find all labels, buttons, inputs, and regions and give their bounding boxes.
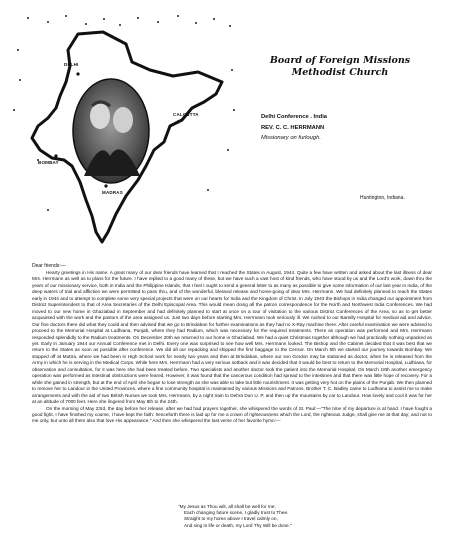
letterhead xyxy=(250,55,430,79)
body-paragraph: Hearty greetings in His name. A great many of our dear friends have learned that I reached the States in August, 1944. Quite a few have written and asked about the last illness of dear Mrs. Herrmann as well as to plans for the future. I have replied to a good many of these, but we have such a vast host of kind friends, who have stood by us and the Lord's work, down thru the years of our missionary service, both in India and the Philippine Islands, that I feel I ought to send a general letter to as many as possible to give some information of our last year in India, of the deep waters of trial and affliction we were permitted to pass thru, and of the wonderful, blessed release and home-going of dear Mrs. Herrmann. We had definitely planned to reach the States early in 1944 and to attempt to complete some very special projects that were on our hearts for India and the Kingdom of Christ. In July 1943 the Bishops in India changed our appointment from District Superintendent to that of Area Secretaries of the Delhi Episcopal Area. This would mean doing all the patron correspondence for the North and Northwest India Conferences. We had moved to our new home in Ghaziabad in September and had definitely planned to start at once on a tour of visitation to the various District Conferences of the Area, so as to get better acquainted with the work and the pastors of the area assigned us. Just two days before starting Mrs. Herrmann took seriously ill. We rushed to our Bareilly Hospital for medical aid and advice. Our fine doctors there did what they could and then advised that we go to Brindaban for further examinations as they had no X-Ray machine there. After careful examination we were advised to proceed to the Memorial Hospital at Ludhiana, Punjab, where they had Radium, which was necessary for the required treatments. There an operation was performed and Mrs. Herrmann responded splendidly to the Radium treatments. On December 20th we returned to our home in Ghaziabad. We had a quiet Christmas together although we had practically nothing unpacked as yet. Early in January 1944 our Annual Conference met in Delhi. Every one was surprised to see how well Mrs. Herrmann looked. The Bishop and the Cabinet decided that it was best that we return to the States as soon as possible after conference. We did all our repacking and shipped the first baggage to the Censor. On March 5th we started our journey towards Bombay. We stopped off at Muttra, where we had been in High School work for nearly two years and then at Brindaban, where our son Gordon may be stationed as doctor, when he is released from the Army in which he is serving in the Medical Corps. While here Mrs. Herrmann had a very serious setback and it was decided that it would be best to return to the Memorial Hospital, Ludhiana, for observation and consultation, for it was here she had been treated before. Two specialists and another doctor took the patient into the Memorial Hospital. On March 18th another emergency operation was performed as intestinal obstructions were feared. However, it was found that the cancerous condition had spread to the intestines and that there was little hope of recovery. For a while she gained in strength, but at the end of April she began to lose strength as she was able to take but little nourishment. It was getting very hot on the plains of the Punjab. We then planned to remove her to Landour in the United Provinces, where a fine community hospital is maintained by various Missions and Patrons. Brother T. C. Badley came to Ludhiana to assist me to make arrangements and with the aid of two British Nurses we took Mrs. Herrmann, by a night train to Dehra Dun U. P. and then up the mountains by car to Landour. How lovely and cool it was for her at an altitude of 7000 feet. Here she lingered from May 8th to the 24th. xyxy=(32,270,432,405)
body-paragraph: On the morning of May 23rd, the day before her release, after we had had prayers together, she whispered the words of St. Paul:—"The time of my departure is at hand. I have fought a good fight, I have finished my course, I have kept the faith: henceforth there is laid up for me a crown of righteousness which the Lord, the righteous Judge, shall give me at that day; and not to me only, but unto all them also that love His appearance." And then she whispered the last verse of her favorite hymn:— xyxy=(32,405,432,424)
hymn-line: And sing in life or death, my Lord Thy Will be done." xyxy=(184,522,292,528)
place-line: Huntington, Indiana. xyxy=(360,195,405,201)
city-label-delhi: DELHI xyxy=(64,62,79,67)
salutation: Dear friends:— xyxy=(32,263,66,269)
india-map xyxy=(8,10,240,248)
conference-name: Delhi Conference . India xyxy=(261,114,328,120)
city-label-bombay: BOMBAY xyxy=(38,160,59,165)
city-label-madras: MADRAS xyxy=(102,190,123,195)
church-title: Methodist Church xyxy=(291,67,389,78)
hymn-line: Each changing future scene, I gladly trust to Thee. xyxy=(184,510,289,516)
sender-info xyxy=(261,114,431,141)
reverend-name: REV. C. C. HERRMANN xyxy=(261,125,325,131)
hymn-line: Straight to my home above I travel calmly on, xyxy=(184,516,278,522)
board-title: Board of Foreign Missions xyxy=(269,55,411,66)
letter-body xyxy=(32,270,432,425)
hymn-line: "My Jesus as Thou wilt, all shall be well for me; xyxy=(178,504,276,509)
missionary-status: Missionary on furlough. xyxy=(261,135,321,141)
couple-portrait-photo-icon xyxy=(70,76,152,186)
city-label-calcutta: CALCUTTA xyxy=(173,112,199,117)
hymn-verse xyxy=(178,504,378,529)
